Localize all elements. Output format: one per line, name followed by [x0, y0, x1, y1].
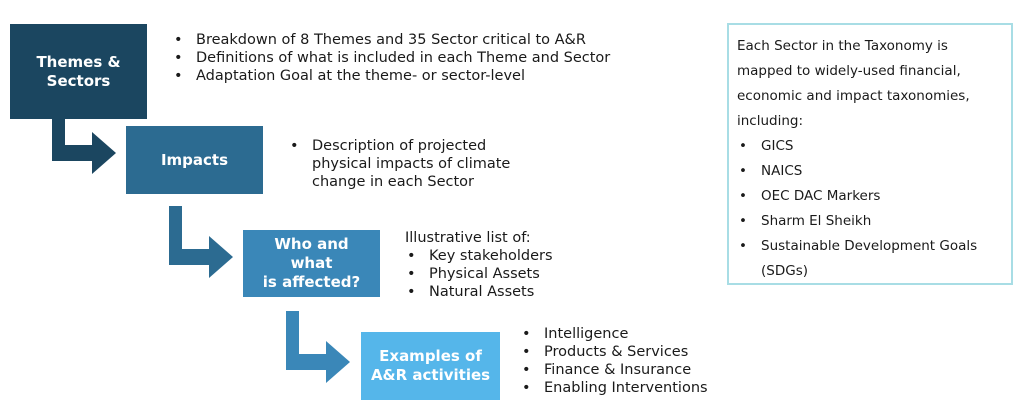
activities-bullets — [520, 325, 708, 397]
list-item: • Physical Assets — [405, 265, 553, 283]
list-item: • Key stakeholders — [405, 247, 553, 265]
illustrative-list-intro: Illustrative list of: — [405, 230, 531, 246]
list-item: • Description of projected physical impacts of climate change in each Sector — [288, 137, 510, 191]
list-item: • NAICS — [737, 159, 1003, 184]
list-item: • Definitions of what is included in each Theme and Sector — [172, 49, 610, 67]
step-title-line: Impacts — [160, 150, 229, 169]
list-item: • Products & Services — [520, 343, 708, 361]
list-item: • Enabling Interventions — [520, 379, 708, 397]
list-item: • OEC DAC Markers — [737, 184, 1003, 209]
flow-arrow-icon — [167, 206, 237, 278]
taxonomy-list — [737, 134, 1003, 284]
list-item: • Adaptation Goal at the theme- or sector-level — [172, 67, 610, 85]
flow-arrow-icon — [50, 102, 120, 174]
step-who-affected — [243, 230, 380, 297]
taxonomy-description: Each Sector in the Taxonomy is mapped to widely-used financial, economic and impact taxonomies, including: — [737, 38, 970, 129]
step-title-line: Who and what — [274, 235, 349, 273]
list-item: • Natural Assets — [405, 283, 553, 301]
list-item: • Sharm El Sheikh — [737, 209, 1003, 234]
step-examples-activities — [361, 332, 500, 400]
list-item: • Sustainable Development Goals (SDGs) — [737, 234, 1003, 284]
impacts-bullets — [288, 137, 510, 191]
list-item: • GICS — [737, 134, 1003, 159]
step-impacts — [126, 126, 263, 194]
list-item: • Finance & Insurance — [520, 361, 708, 379]
step-title-line: Themes & — [36, 52, 121, 71]
taxonomy-mapping-box — [727, 23, 1013, 285]
who-affected-bullets — [405, 247, 553, 301]
step-title-line: is affected? — [262, 272, 361, 291]
flow-arrow-icon — [284, 311, 354, 383]
step-title-line: Examples of — [379, 347, 482, 366]
list-item: • Breakdown of 8 Themes and 35 Sector critical to A&R — [172, 31, 610, 49]
step-title-line: A&R activities — [370, 366, 491, 384]
themes-sectors-bullets — [172, 31, 610, 85]
step-title-line: Sectors — [46, 71, 111, 90]
list-item: • Intelligence — [520, 325, 708, 343]
